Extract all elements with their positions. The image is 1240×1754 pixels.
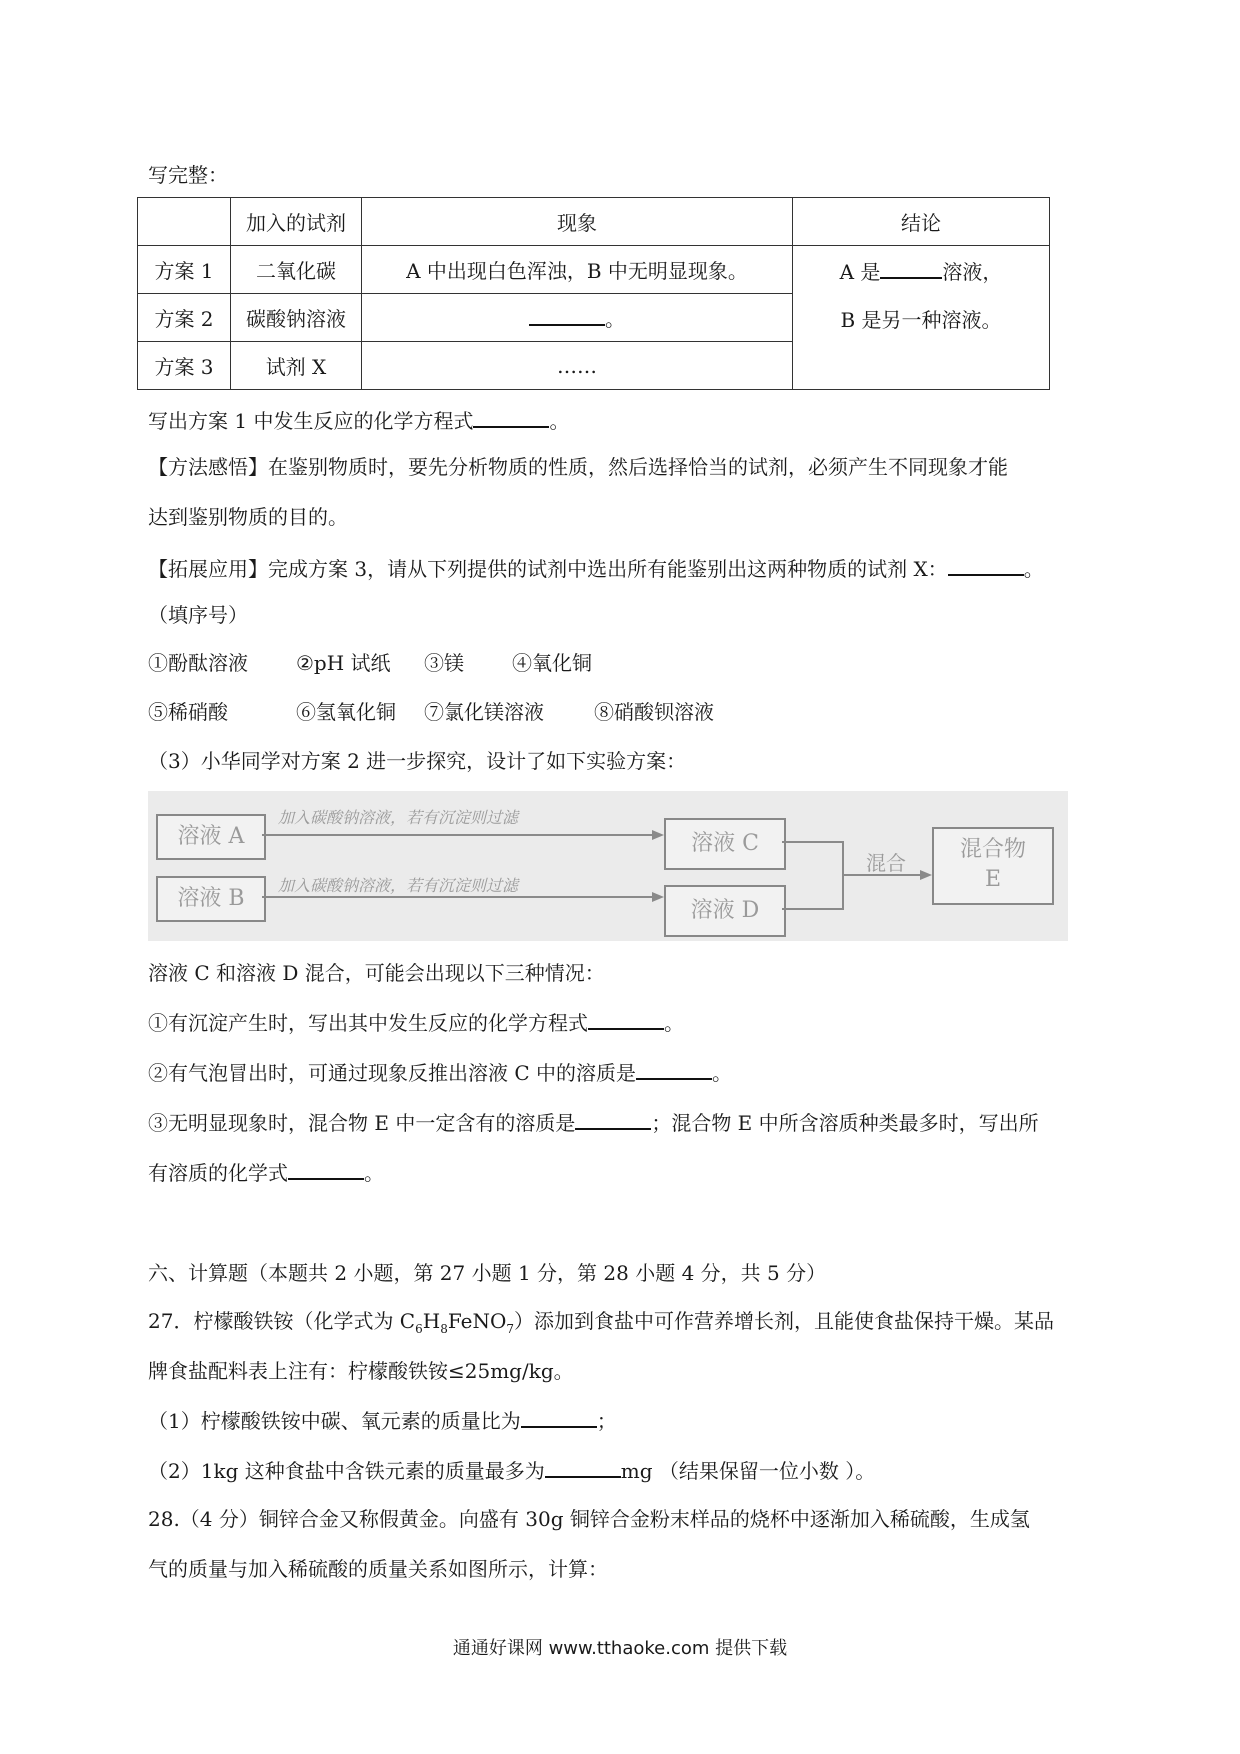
flow-box-d: 溶液 D	[664, 885, 786, 937]
flow-diagram	[148, 791, 1068, 941]
table-cell-plan: 方案 2	[138, 294, 231, 342]
option-item: ③镁	[424, 651, 464, 675]
answer-blank[interactable]	[288, 1160, 364, 1180]
answer-blank[interactable]	[575, 1110, 651, 1130]
method-text-line1: 【方法感悟】在鉴别物质时，要先分析物质的性质，然后选择恰当的试剂，必须产生不同现象才能	[148, 455, 1008, 479]
expand-question: 【拓展应用】完成方案 3，请从下列提供的试剂中选出所有能鉴别出这两种物质的试剂 X： 。	[148, 557, 1044, 581]
table-header-phenomenon: 现象	[362, 198, 793, 246]
question-27-2: （2）1kg 这种食盐中含铁元素的质量最多为 mg （结果保留一位小数 ）。	[148, 1459, 876, 1483]
flow-box-b: 溶液 B	[156, 876, 266, 922]
answer-blank[interactable]	[529, 306, 605, 326]
flow-note-b: 加入碳酸钠溶液，若有沉淀则过滤	[278, 876, 519, 895]
flow-note-a: 加入碳酸钠溶液，若有沉淀则过滤	[278, 808, 519, 827]
table-cell-plan: 方案 3	[138, 342, 231, 390]
flow-box-e: 混合物 E	[932, 827, 1054, 905]
option-item: ①酚酞溶液	[148, 651, 248, 675]
flow-arrows	[148, 791, 1068, 941]
table-cell-reagent: 碳酸钠溶液	[231, 294, 362, 342]
question-27-line2: 牌食盐配料表上注有：柠檬酸铁铵≤25mg/kg。	[148, 1359, 574, 1383]
answer-blank[interactable]	[521, 1408, 597, 1428]
experiment-table	[137, 197, 1050, 390]
question-3-intro: （3）小华同学对方案 2 进一步探究，设计了如下实验方案：	[148, 749, 687, 773]
table-cell-reagent: 二氧化碳	[231, 246, 362, 294]
options-row-1	[148, 648, 592, 678]
method-text-line2: 达到鉴别物质的目的。	[148, 505, 348, 529]
case-2: ②有气泡冒出时，可通过现象反推出溶液 C 中的溶质是 。	[148, 1061, 733, 1085]
question-27-1: （1）柠檬酸铁铵中碳、氧元素的质量比为 ；	[148, 1409, 617, 1433]
table-cell-conclusion	[793, 246, 1050, 390]
conclusion-b: B 是另一种溶液。	[840, 307, 1002, 332]
flow-mix-label: 混合	[866, 851, 906, 875]
table-cell-phenomenon: 。	[362, 294, 793, 342]
option-item: ②pH 试纸	[296, 651, 391, 675]
table-cell-plan: 方案 1	[138, 246, 231, 294]
table-header-reagent: 加入的试剂	[231, 198, 362, 246]
options-row-2	[148, 697, 714, 727]
option-item: ⑧硝酸钡溶液	[594, 700, 714, 724]
table-header-empty	[138, 198, 231, 246]
option-item: ⑥氢氧化铜	[296, 700, 396, 724]
table-cell-phenomenon: ……	[362, 342, 793, 390]
conclusion-a: A 是 溶液，	[839, 259, 1003, 284]
table-cell-phenomenon: A 中出现白色浑浊，B 中无明显现象。	[362, 246, 793, 294]
case-3: ③无明显现象时，混合物 E 中一定含有的溶质是 ；混合物 E 中所含溶质种类最多时，写出所	[148, 1111, 1039, 1135]
fill-hint: （填序号）	[148, 603, 248, 627]
page-footer: 通通好课网 www.tthaoke.com 提供下载	[452, 1638, 788, 1659]
question-28-line2: 气的质量与加入稀硫酸的质量关系如图所示，计算：	[148, 1557, 608, 1581]
intro-text: 写完整：	[148, 163, 228, 187]
answer-blank[interactable]	[588, 1010, 664, 1030]
table-header-conclusion: 结论	[793, 198, 1050, 246]
flow-box-c: 溶液 C	[664, 818, 786, 870]
table-header-row	[138, 198, 1050, 246]
table-row	[138, 246, 1050, 294]
option-item: ⑦氯化镁溶液	[424, 700, 544, 724]
table-cell-reagent: 试剂 X	[231, 342, 362, 390]
bracket-c-d	[782, 842, 843, 909]
option-item: ⑤稀硝酸	[148, 700, 228, 724]
flow-box-a: 溶液 A	[156, 814, 266, 860]
answer-blank[interactable]	[948, 556, 1024, 576]
case-1: ①有沉淀产生时，写出其中发生反应的化学方程式 。	[148, 1011, 684, 1035]
answer-blank[interactable]	[473, 408, 549, 428]
case-3-line2: 有溶质的化学式 。	[148, 1161, 384, 1185]
question-28-line1: 28.（4 分）铜锌合金又称假黄金。向盛有 30g 铜锌合金粉末样品的烧杯中逐渐加入稀硫酸，生成氢	[148, 1507, 1030, 1531]
answer-blank[interactable]	[636, 1060, 712, 1080]
option-item: ④氧化铜	[512, 651, 592, 675]
mix-intro: 溶液 C 和溶液 D 混合，可能会出现以下三种情况：	[148, 961, 605, 985]
question-equation-1: 写出方案 1 中发生反应的化学方程式 。	[148, 409, 570, 433]
question-27: 27．柠檬酸铁铵（化学式为 $C_6H_8FeNO_7$）添加到食盐中可作营养增长剂，且能使食盐保持干燥。某品	[148, 1309, 1054, 1336]
section-6-heading: 六、计算题（本题共 2 小题，第 27 小题 1 分，第 28 小题 4 分，共 5 分）	[148, 1261, 827, 1285]
answer-blank[interactable]	[880, 259, 942, 279]
answer-blank[interactable]	[545, 1458, 621, 1478]
